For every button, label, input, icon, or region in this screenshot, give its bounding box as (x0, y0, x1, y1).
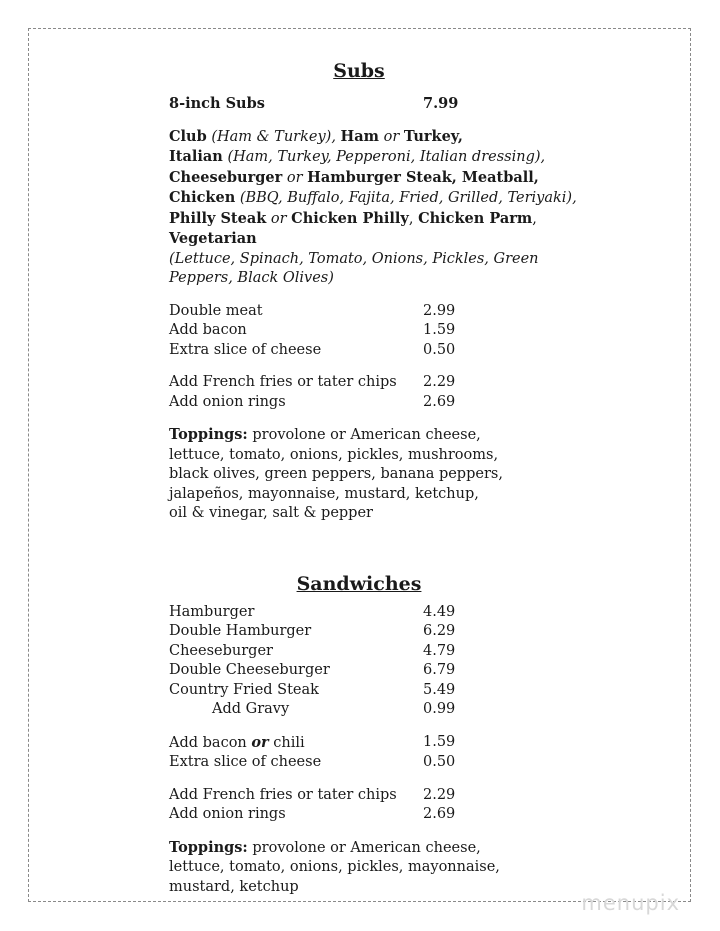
subs-base-row (169, 94, 589, 114)
item-price: 7.99 (423, 95, 459, 112)
sub-chicken-desc: (BBQ, Buffalo, Fajita, Fried, Grilled, Teriyaki), (239, 190, 577, 206)
menupix-watermark: menupix (581, 891, 680, 915)
item-name: Cheeseburger (169, 642, 273, 659)
item-name: Double meat (169, 302, 263, 319)
item-price: 2.29 (423, 786, 456, 803)
item-price: 2.69 (423, 393, 456, 410)
item-price: 2.69 (423, 806, 456, 822)
toppings-line: oil & vinegar, salt & pepper (169, 505, 373, 521)
item-name: Add onion rings (169, 393, 286, 410)
toppings-line: black olives, green peppers, banana peppers, (169, 466, 503, 482)
comma: , (532, 210, 537, 227)
item-name: Add bacon (169, 322, 247, 338)
menu-row (169, 786, 589, 806)
menu-row (169, 603, 589, 623)
menu-row (169, 681, 589, 701)
item-price: 6.79 (423, 662, 456, 678)
menu-row (169, 642, 589, 662)
or-word: or (251, 733, 269, 751)
sub-vegetarian: Vegetarian (169, 230, 257, 247)
item-name: Add French fries or tater chips (169, 786, 397, 803)
sub-hamburger-steak: Hamburger Steak, Meatball, (307, 168, 539, 186)
menu-row (169, 622, 589, 642)
sub-italian: Italian (169, 148, 223, 165)
sub-types (169, 127, 589, 289)
subs-toppings (169, 425, 589, 524)
item-name: Add Gravy (212, 701, 290, 717)
item-price: 0.99 (423, 701, 456, 717)
sub-vegetarian-desc: (Lettuce, Spinach, Tomato, Onions, Pickles, Green Peppers, Black Olives) (169, 250, 539, 286)
item-name: Hamburger (169, 603, 255, 620)
item-price: 4.79 (423, 642, 456, 659)
toppings-line: lettuce, tomato, onions, pickles, mayonnaise, (169, 859, 500, 875)
subs-heading: Subs (333, 60, 385, 82)
item-price: 1.59 (423, 733, 456, 750)
item-name: Add French fries or tater chips (169, 374, 397, 390)
item-name: 8-inch Subs (169, 95, 265, 112)
item-name: Add onion rings (169, 806, 286, 822)
sub-italian-desc: (Ham, Turkey, Pepperoni, Italian dressing), (227, 149, 546, 165)
menu-row (169, 373, 589, 393)
item-price: 1.59 (423, 322, 456, 338)
sub-chicken-philly: Chicken Philly (291, 209, 409, 227)
or-word: or (270, 210, 287, 227)
menu-row (169, 321, 589, 341)
sub-ham: Ham (340, 127, 379, 145)
item-price: 6.29 (423, 623, 456, 639)
item-price: 5.49 (423, 681, 456, 698)
menu-row (169, 393, 589, 413)
comma: , (408, 210, 414, 227)
toppings-line: lettuce, tomato, onions, pickles, mushrooms, (169, 446, 499, 463)
sub-turkey: Turkey, (403, 127, 463, 145)
sub-club-desc: (Ham & Turkey), (211, 128, 336, 145)
item-name: Extra slice of cheese (169, 341, 322, 358)
menu-content (169, 58, 589, 897)
bacon-text: Add bacon (169, 734, 252, 751)
menu-row (169, 805, 589, 825)
toppings-line: mustard, ketchup (169, 878, 299, 895)
item-name (169, 733, 423, 754)
chili-text: chili (268, 734, 305, 751)
menu-row (169, 753, 589, 773)
toppings-line: provolone or American cheese, (247, 839, 481, 856)
toppings-label: Toppings: (169, 426, 248, 443)
toppings-label: Toppings: (169, 838, 248, 856)
sub-philly-steak: Philly Steak (169, 209, 267, 227)
item-name: Double Cheeseburger (169, 662, 330, 678)
menu-row (169, 661, 589, 681)
item-name: Country Fried Steak (169, 681, 319, 698)
sandwiches-toppings (169, 838, 589, 898)
sub-chicken: Chicken (169, 189, 236, 206)
toppings-line: jalapeños, mayonnaise, mustard, ketchup, (169, 485, 479, 502)
item-price: 2.99 (423, 302, 456, 319)
sub-club: Club (169, 127, 207, 145)
toppings-line: provolone or American cheese, (247, 427, 481, 443)
menu-row-gravy (169, 700, 589, 720)
item-price: 0.50 (423, 341, 456, 358)
item-price: 4.49 (423, 603, 456, 620)
item-price: 2.29 (423, 374, 456, 390)
sandwiches-heading: Sandwiches (296, 572, 422, 595)
menu-row (169, 733, 589, 754)
sub-chicken-parm: Chicken Parm (418, 209, 533, 227)
item-price: 0.50 (423, 754, 456, 770)
item-name: Double Hamburger (169, 623, 312, 639)
sub-cheeseburger: Cheeseburger (169, 168, 283, 186)
item-name: Extra slice of cheese (169, 754, 322, 770)
menu-row (169, 302, 589, 322)
menu-row (169, 341, 589, 361)
or-word: or (286, 169, 303, 186)
or-word: or (383, 128, 400, 145)
